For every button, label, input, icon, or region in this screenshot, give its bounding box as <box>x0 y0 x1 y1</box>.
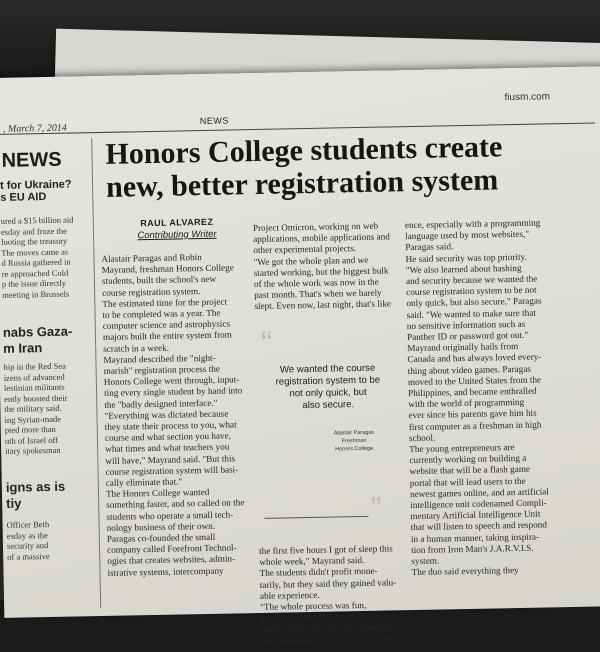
article-column-1 <box>101 251 247 579</box>
close-quote-icon: ” <box>369 490 383 529</box>
text-line: of the whole work was now in the <box>253 276 379 290</box>
text-line: "We also learned about hashing <box>405 262 522 275</box>
text-line: course registration system. <box>102 285 201 298</box>
text-line: no sensitive information such as <box>406 318 526 331</box>
text-line: language used by most websites," <box>405 228 530 242</box>
text-line: the first five hours I got of sleep this <box>259 543 393 556</box>
text-line: lestinian militants <box>3 381 65 393</box>
text-line: students, built the school's new <box>101 274 217 287</box>
news-sidebar <box>0 138 96 620</box>
text-line: The students didn't profit mone- <box>259 566 378 579</box>
text-line: ently boosted their <box>4 392 68 404</box>
text-line: ting every single student by hand into <box>103 385 243 399</box>
text-line: istrative systems, intercompany <box>107 565 224 578</box>
text-line: looting the treasury <box>1 235 68 247</box>
text-line: tarily, but they said they gained valu- <box>259 576 397 590</box>
text-line: intelligence unit codenamed Compli- <box>410 497 547 511</box>
text-line: students who operate a small tech- <box>106 509 234 522</box>
text-line: newest games online, and an artificial <box>409 486 549 499</box>
text-line: moved to the United States from the <box>407 374 542 387</box>
issue-date: , March 7, 2014 <box>2 122 67 135</box>
text-line: started working, but the biggest bulk <box>253 265 389 278</box>
text-line: of a massive <box>7 550 50 562</box>
text-line: to be completed was a year. The <box>102 307 221 320</box>
text-line: esday and froze the <box>0 225 67 237</box>
sidebar-story1-text <box>1 214 91 300</box>
text-line: Officer Beth <box>6 519 50 530</box>
text-line: the "badly designed interface." <box>104 397 218 410</box>
text-line: registration system to be <box>275 374 381 388</box>
text-line: marish" registration process the <box>103 363 221 376</box>
text-line: Mayrand originally hails from <box>407 341 519 354</box>
sidebar-story3-headline: igns as is tiy <box>5 478 66 511</box>
text-line: something faster, and so called on the <box>106 497 245 511</box>
text-line: d Russia gathered in <box>1 256 71 268</box>
text-line: currently working on building a <box>409 453 527 466</box>
text-line: school. <box>408 432 436 443</box>
text-line: they state their process to you, what <box>104 419 237 432</box>
text-line: The estimated time for the project <box>102 296 228 309</box>
text-line: first computer as a freshman in high <box>408 419 542 432</box>
newspaper-page <box>0 66 600 646</box>
article-headline: Honors College students create new, better registration system <box>105 130 503 204</box>
text-line: what times and what teachers you <box>105 442 230 455</box>
text-line: Honors College went through, input- <box>103 374 240 388</box>
text-line: ured a $15 billion aid <box>0 214 74 226</box>
text-line: company called Forefront Technol- <box>106 542 237 556</box>
text-line: Paragas said. <box>405 241 454 253</box>
text-line: Honors College <box>335 445 374 453</box>
text-line: Alastair Paragas <box>333 429 375 437</box>
sidebar-story2-headline: nabs Gaza- m Iran <box>2 323 73 356</box>
pull-quote-attribution <box>319 428 389 453</box>
article-column-2 <box>253 220 395 312</box>
author-name: RAUL ALVAREZ <box>140 216 214 229</box>
text-line: The Honors College wanted <box>105 487 210 500</box>
text-line: ence, especially with a programming <box>404 217 541 231</box>
text-line: nology business of their own. <box>106 520 216 533</box>
text-line: Mayrand, freshman Honors College <box>101 262 234 276</box>
text-line: Philippines, and became enthralled <box>408 385 537 399</box>
text-line: ever since his parents gave him his <box>408 408 537 421</box>
text-line: course and what section you have, <box>104 430 232 444</box>
text-line: course registration system will basi- <box>105 464 239 477</box>
text-line: We wanted the course <box>279 362 376 376</box>
text-line: portal that will lead users to the <box>409 475 526 488</box>
text-line: Alastair Paragas and Robin <box>101 252 202 264</box>
text-line: will have," Mayrand said. "But this <box>105 453 236 466</box>
text-line: that will listen to speech and respond <box>410 519 548 533</box>
article-column-3 <box>405 217 562 578</box>
text-line: website that will be a flash game <box>409 464 531 477</box>
text-line: izens of advanced <box>3 371 65 383</box>
sidebar-title: NEWS <box>1 148 62 172</box>
text-line: thing about video games. Paragas <box>407 363 532 376</box>
text-line: said. "We wanted to make sure that <box>406 307 537 320</box>
text-line: itary spokesman <box>5 444 61 456</box>
text-line: The moves came as <box>1 246 69 258</box>
site-url: fiusm.com <box>504 91 551 104</box>
text-line: also secure. <box>302 399 355 412</box>
text-line: able experience. <box>259 589 320 601</box>
text-line: "We got the whole plan and we <box>253 254 369 267</box>
text-line: "The whole process was fun, <box>260 599 367 613</box>
text-line: ing Syrian-made <box>4 413 62 425</box>
text-line: past month. That's when we barely <box>254 287 382 301</box>
text-line: in a human manner, taking inspira- <box>410 531 540 544</box>
text-line: other experimental projects. <box>253 243 357 256</box>
text-line: He said security was top priority. <box>405 251 527 264</box>
text-line: and security because we wanted the <box>405 273 538 287</box>
text-line: pted more than <box>4 423 56 435</box>
text-line: cally eliminate that." <box>105 476 183 488</box>
text-line: Mayrand described the "night- <box>103 352 216 365</box>
text-line: Paragas co-founded the small <box>106 531 216 544</box>
text-line: security and <box>6 540 49 551</box>
text-line: with the world of programming <box>408 397 525 410</box>
author-role: Contributing Writer <box>137 228 217 242</box>
text-line: the military said. <box>4 402 62 414</box>
section-label: NEWS <box>199 115 229 127</box>
text-line: uth of Israel off <box>4 434 58 446</box>
text-line: computer science and astrophysics <box>102 318 231 332</box>
byline <box>117 216 237 241</box>
text-line: only quick, but also secure," Paragas <box>406 295 542 309</box>
text-line: said Mayrand, the project's front-end <box>260 633 397 646</box>
text-line: esday as the <box>6 529 48 541</box>
text-line: hard; we learned and now it's func- <box>260 610 390 624</box>
text-line: meeting in Brussels <box>2 288 70 300</box>
text-line: Project Omicron, working on web <box>252 220 379 234</box>
text-line: p the issue directly <box>1 277 67 289</box>
article-column-2-bottom <box>259 543 401 646</box>
text-line: Canada and has always loved every- <box>407 351 542 365</box>
text-line: not only quick, but <box>289 386 367 400</box>
text-line: Freshman <box>341 437 367 445</box>
text-line: slept. Even now, last night, that's like <box>254 298 392 312</box>
text-line: applications, mobile applications and <box>253 231 390 245</box>
sidebar-story2-text <box>3 360 93 456</box>
text-line: system. <box>411 555 440 567</box>
text-line: re approached Cold <box>1 267 69 279</box>
text-line: hip in the Red Sea <box>3 360 66 372</box>
open-quote-icon: “ <box>260 324 273 363</box>
pull-quote-text <box>264 362 393 412</box>
text-line: tional and it will keep on expanding," <box>260 621 399 635</box>
text-line: The duo said everything they <box>411 565 519 578</box>
text-line: tion from Iron Man's J.A.R.V.I.S. <box>411 542 534 555</box>
text-line: majors built the entire system from <box>102 329 232 343</box>
text-line: whole week," Mayrand said. <box>259 555 365 568</box>
text-line: ogies that creates websites, admin- <box>107 553 236 567</box>
pull-quote-rule <box>264 516 368 519</box>
text-line: scratch in a week. <box>103 342 170 354</box>
sidebar-story1-headline: t for Ukraine? s EU AID <box>0 178 72 204</box>
text-line: The young entrepreneurs are <box>409 442 515 455</box>
text-line: "Everything was dictated because <box>104 408 229 421</box>
text-line: mentary Artificial Intelligence Unit <box>410 508 541 522</box>
text-line: course registration system to be not <box>406 284 537 298</box>
text-line: Panther ID or password got out." <box>406 329 529 343</box>
pull-quote <box>257 324 399 529</box>
sidebar-story3-text <box>6 518 95 562</box>
